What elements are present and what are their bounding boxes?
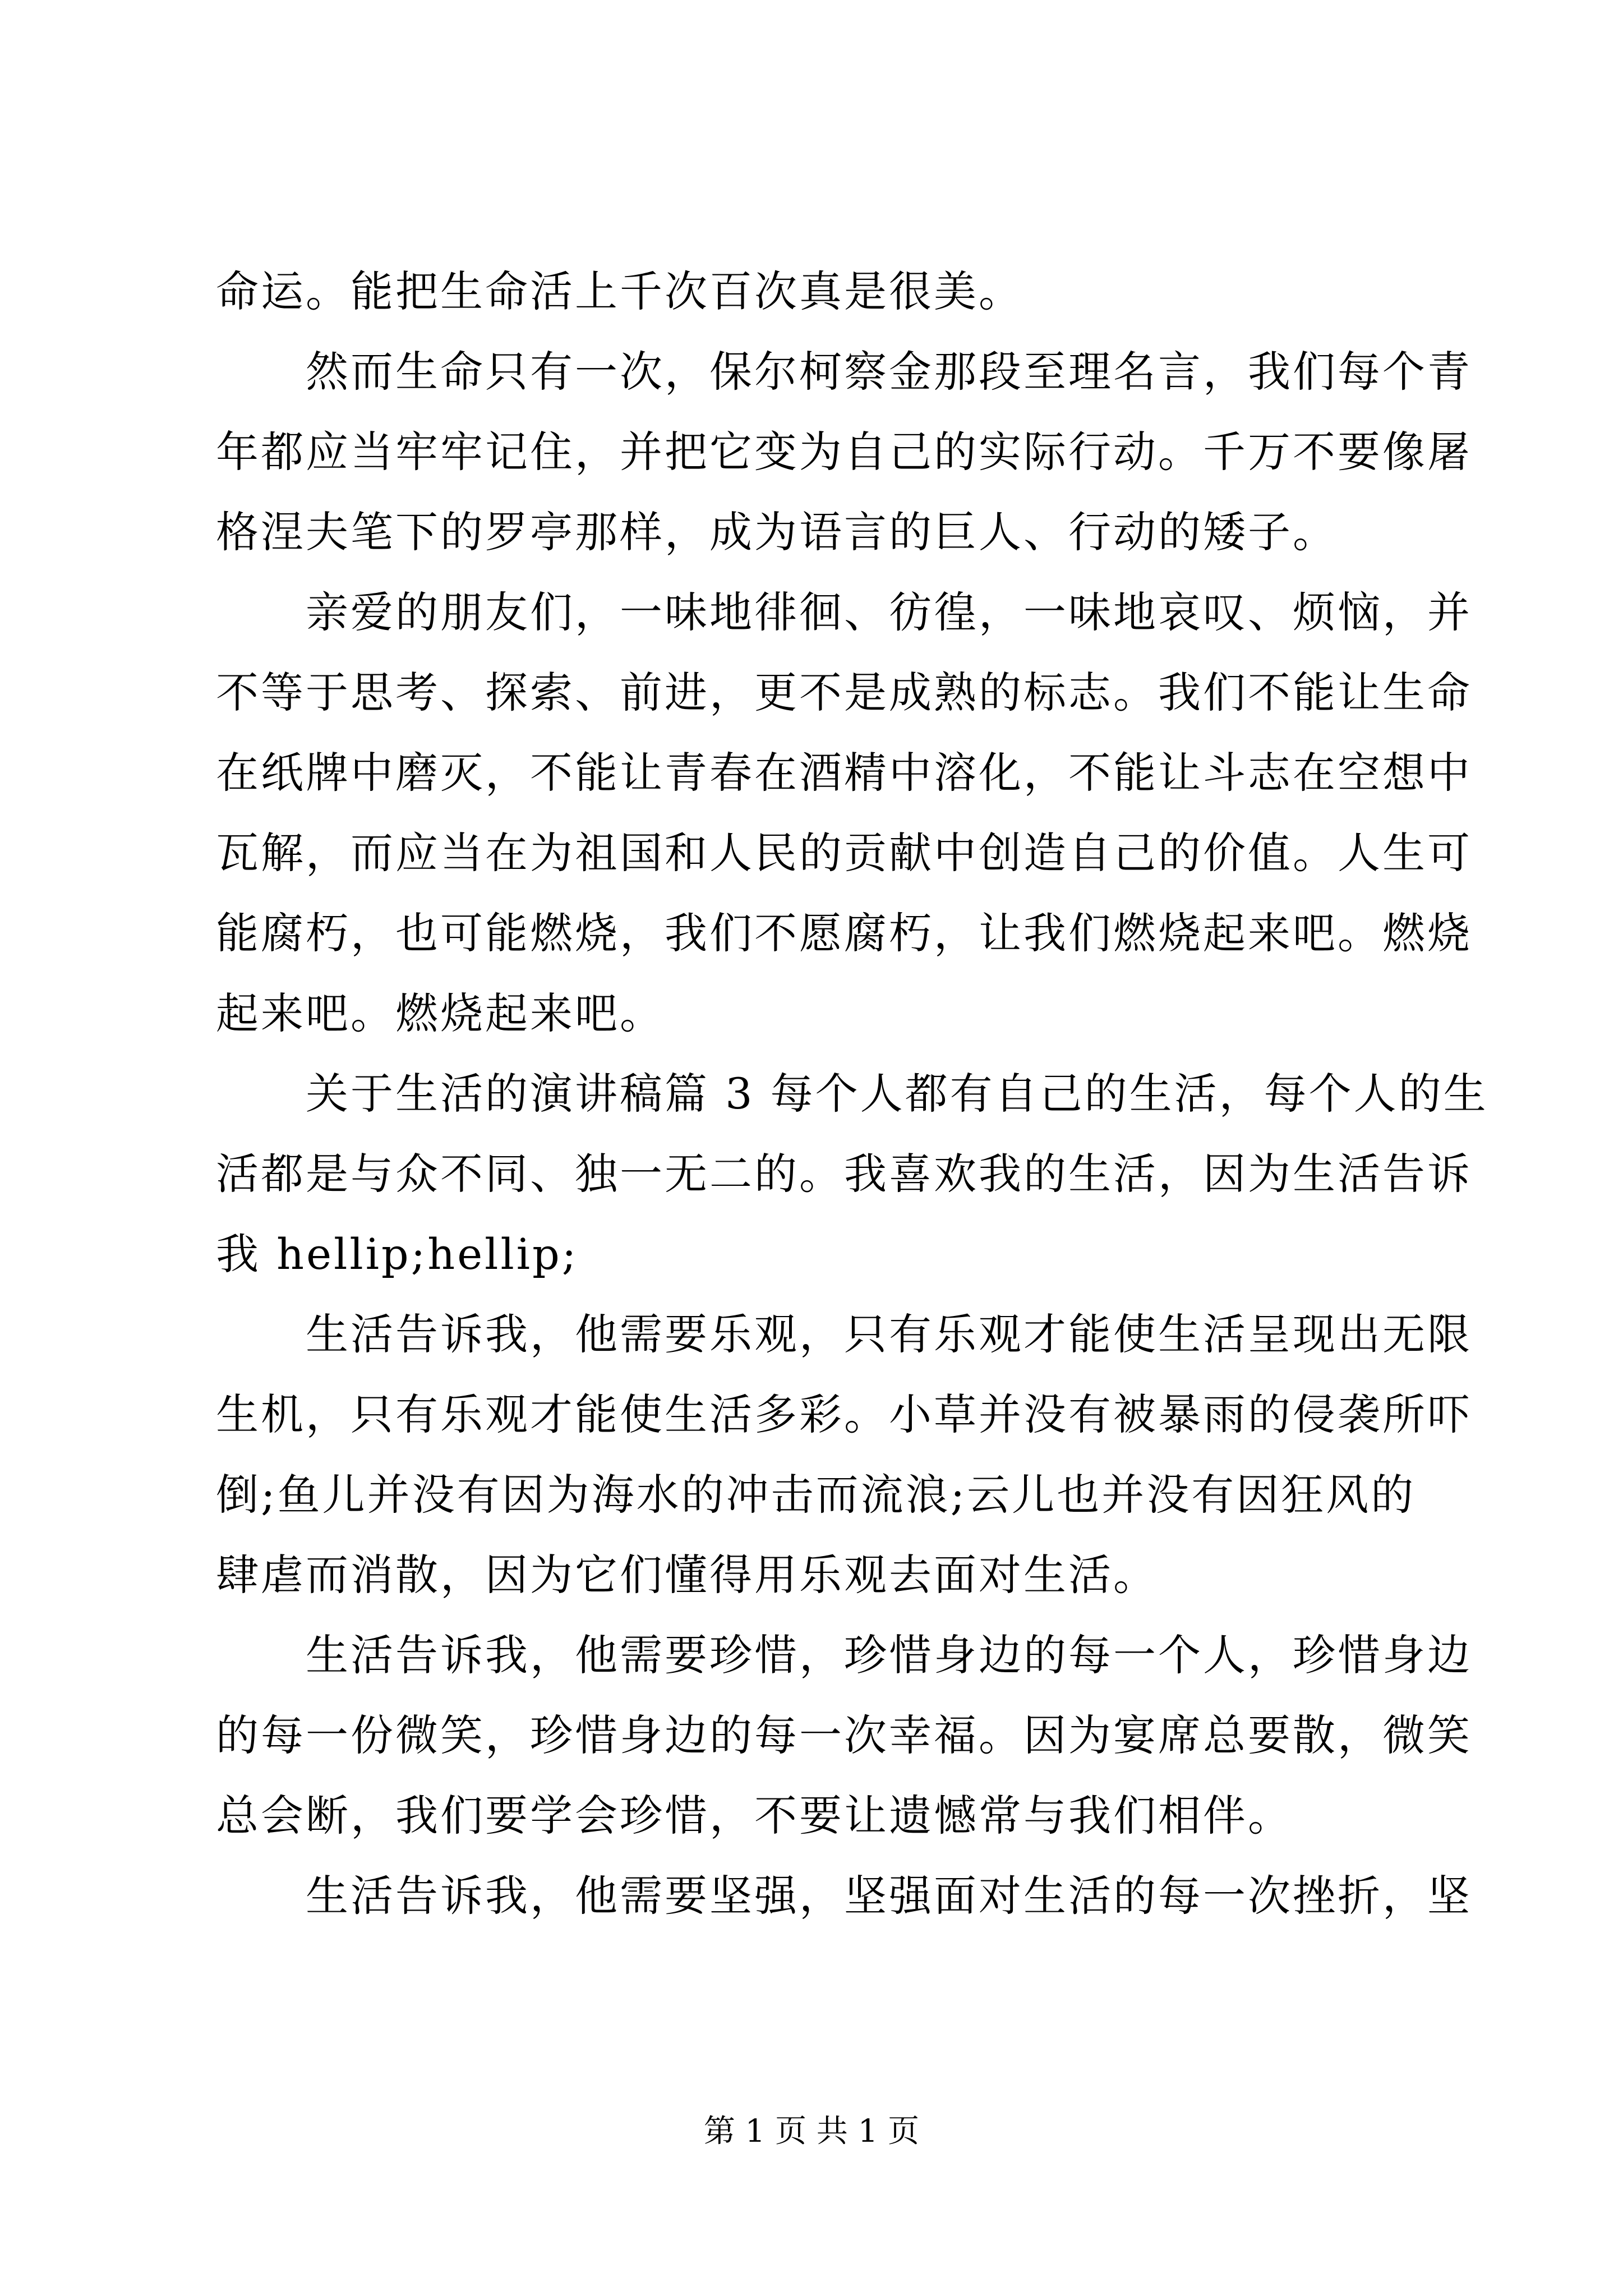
text-line: 总会断，我们要学会珍惜，不要让遗憾常与我们相伴。 <box>216 1791 1293 1841</box>
text-line: 然而生命只有一次，保尔柯察金那段至理名言，我们每个青 <box>306 347 1472 397</box>
text-line: 生活告诉我，他需要珍惜，珍惜身边的每一个人，珍惜身边 <box>306 1630 1472 1680</box>
text-line: 起来吧。燃烧起来吧。 <box>216 988 665 1038</box>
text-line: 倒;鱼儿并没有因为海水的冲击而流浪;云儿也并没有因狂风的 <box>216 1470 1416 1520</box>
text-line: 生机，只有乐观才能使生活多彩。小草并没有被暴雨的侵袭所吓 <box>216 1389 1472 1439</box>
text-line: 命运。能把生命活上千次百次真是很美。 <box>216 266 1023 316</box>
text-line: 关于生活的演讲稿篇 3 每个人都有自己的生活，每个人的生 <box>306 1069 1488 1119</box>
text-line: 亲爱的朋友们，一味地徘徊、彷徨，一味地哀叹、烦恼，并 <box>306 587 1472 637</box>
text-line: 瓦解，而应当在为祖国和人民的贡献中创造自己的价值。人生可 <box>216 828 1472 878</box>
text-line: 在纸牌中磨灭，不能让青春在酒精中溶化，不能让斗志在空想中 <box>216 748 1472 798</box>
page-footer: 第 1 页 共 1 页 <box>703 2113 920 2150</box>
text-line: 格涅夫笔下的罗亭那样，成为语言的巨人、行动的矮子。 <box>216 507 1338 557</box>
text-line: 我 hellip;hellip; <box>216 1229 579 1279</box>
text-line: 活都是与众不同、独一无二的。我喜欢我的生活，因为生活告诉 <box>216 1149 1472 1199</box>
text-line: 年都应当牢牢记住，并把它变为自己的实际行动。千万不要像屠 <box>216 427 1472 477</box>
text-line: 生活告诉我，他需要坚强，坚强面对生活的每一次挫折，坚 <box>306 1871 1472 1921</box>
text-line: 肆虐而消散，因为它们懂得用乐观去面对生活。 <box>216 1550 1158 1600</box>
text-line: 能腐朽，也可能燃烧，我们不愿腐朽，让我们燃烧起来吧。燃烧 <box>216 908 1472 958</box>
body-text <box>216 251 1488 1936</box>
text-line: 生活告诉我，他需要乐观，只有乐观才能使生活呈现出无限 <box>306 1309 1472 1359</box>
text-line: 的每一份微笑，珍惜身边的每一次幸福。因为宴席总要散，微笑 <box>216 1710 1472 1760</box>
text-line: 不等于思考、探索、前进，更不是成熟的标志。我们不能让生命 <box>216 668 1472 717</box>
